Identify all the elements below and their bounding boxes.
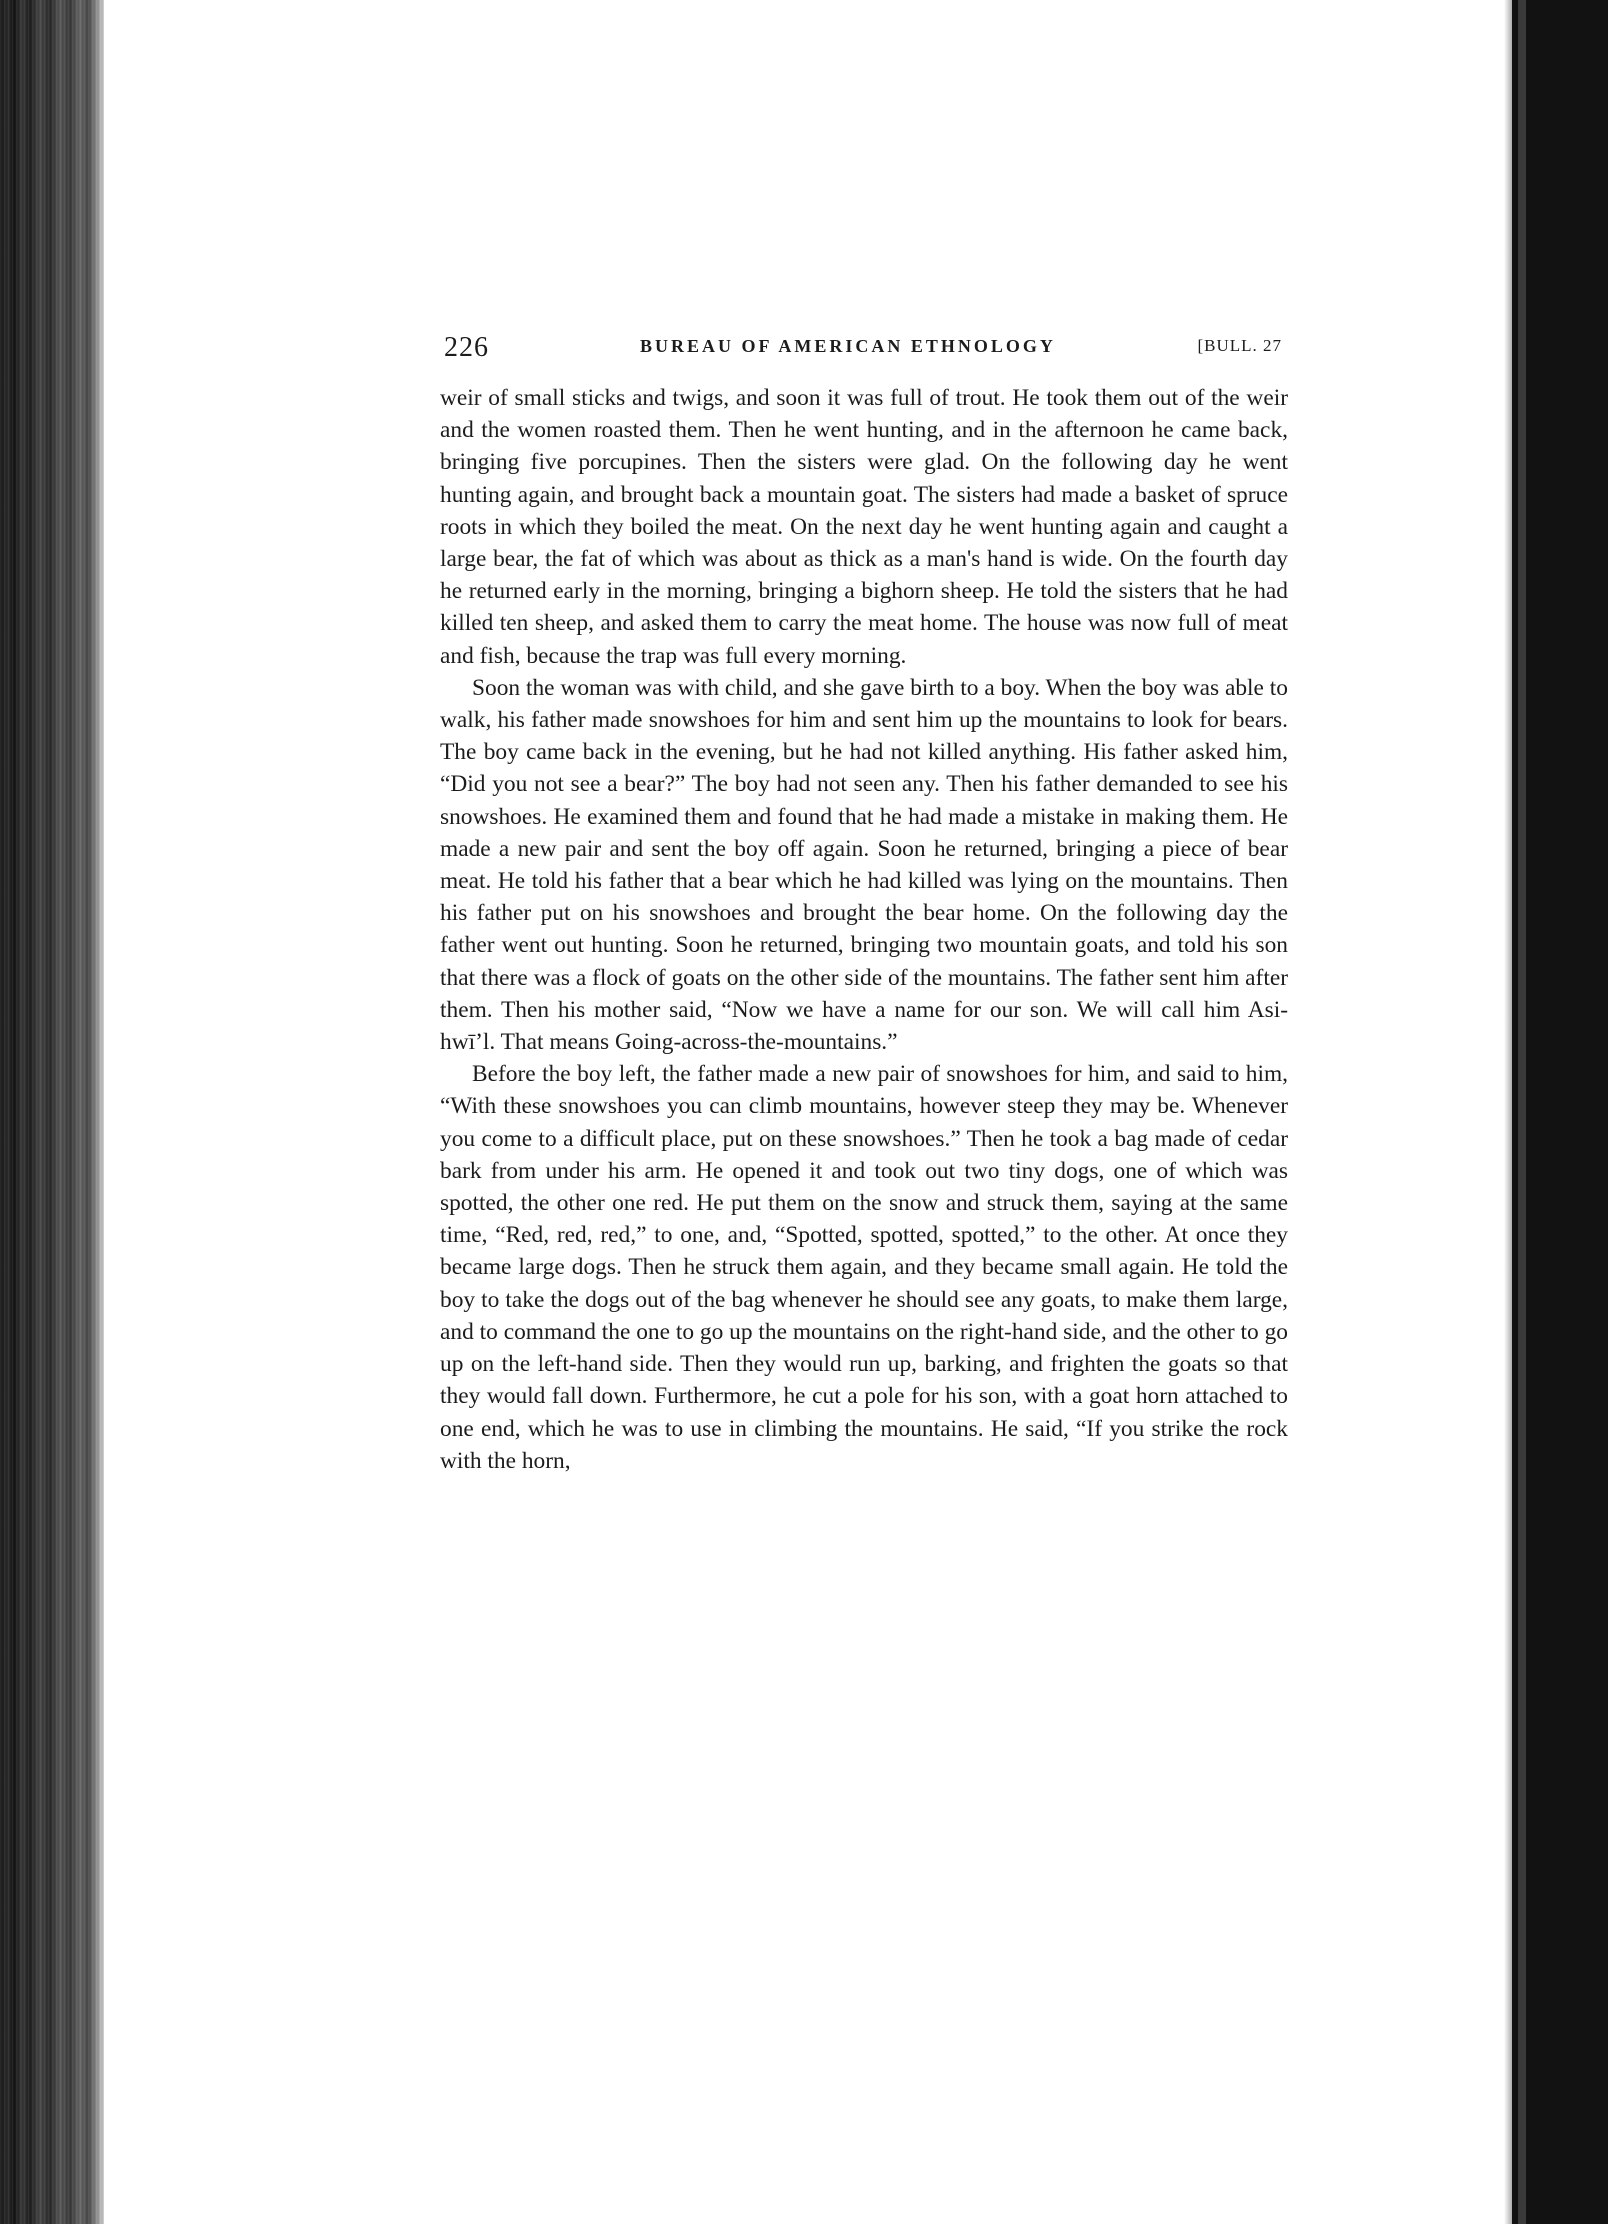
page-edge-lines xyxy=(0,0,104,2224)
body-text xyxy=(440,382,1288,1477)
paragraph-continued: weir of small sticks and twigs, and soon it was full of trout. He took them out of the weir and the women roasted them. Then he went hunting, and in the afternoon he came back, bringing five porcupines. Then the sisters were glad. On the following day he went hunting again, and brought back a mountain goat. The sisters had made a basket of spruce roots in which they boiled the meat. On the next day he went hunting again and caught a large bear, the fat of which was about as thick as a man's hand is wide. On the fourth day he returned early in the morning, bringing a bighorn sheep. He told the sisters that he had killed ten sheep, and asked them to carry the meat home. The house was now full of meat and fish, because the trap was full every morning. xyxy=(440,385,1288,669)
paragraph: Before the boy left, the father made a new pair of snowshoes for him, and said to him, “With these snowshoes you can climb mountains, however steep they may be. Whenever you come to a difficult place, put on these snowshoes.” Then he took a bag made of cedar bark from under his arm. He opened it and took out two tiny dogs, one of which was spotted, the other one red. He put them on the snow and struck them, saying at the same time, “Red, red, red,” to one, and, “Spotted, spotted, spotted,” to the other. At once they became large dogs. Then he struck them again, and they became small again. He told the boy to take the dogs out of the bag whenever he should see any goats, to make them large, and to command the one to go up the mountains on the right-hand side, and the other to go up on the left-hand side. Then they would run up, barking, and frighten the goats so that they would fall down. Furthermore, he cut a pole for his son, with a goat horn attached to one end, which he was to use in climbing the mountains. He said, “If you strike the rock with the horn, xyxy=(440,1061,1288,1474)
page-number: 226 xyxy=(444,332,489,363)
paragraph: Soon the woman was with child, and she gave birth to a boy. When the boy was able to walk, his father made snowshoes for him and sent him up the mountains to look for bears. The boy came back in the evening, but he had not killed anything. His father asked him, “Did you not see a bear?” The boy had not seen any. Then his father demanded to see his snowshoes. He examined them and found that he had made a mistake in making them. He made a new pair and sent the boy off again. Soon he returned, bringing a piece of bear meat. He told his father that a bear which he had killed was lying on the mountains. Then his father put on his snowshoes and brought the bear home. On the following day the father went out hunting. Soon he returned, bringing two mountain goats, and told his son that there was a flock of goats on the other side of the mountains. The father sent him after them. Then his mother said, “Now we have a name for our son. We will call him Asi-hwīʼl. That means Going-across-the-mountains.” xyxy=(440,674,1288,1056)
page-content xyxy=(440,332,1288,1477)
running-head xyxy=(440,332,1288,368)
bulletin-reference: [BULL. 27 xyxy=(1197,336,1282,355)
right-binding-edge xyxy=(1512,0,1608,2224)
right-binding-inner xyxy=(1518,0,1526,2224)
journal-title: BUREAU OF AMERICAN ETHNOLOGY xyxy=(640,336,1056,356)
